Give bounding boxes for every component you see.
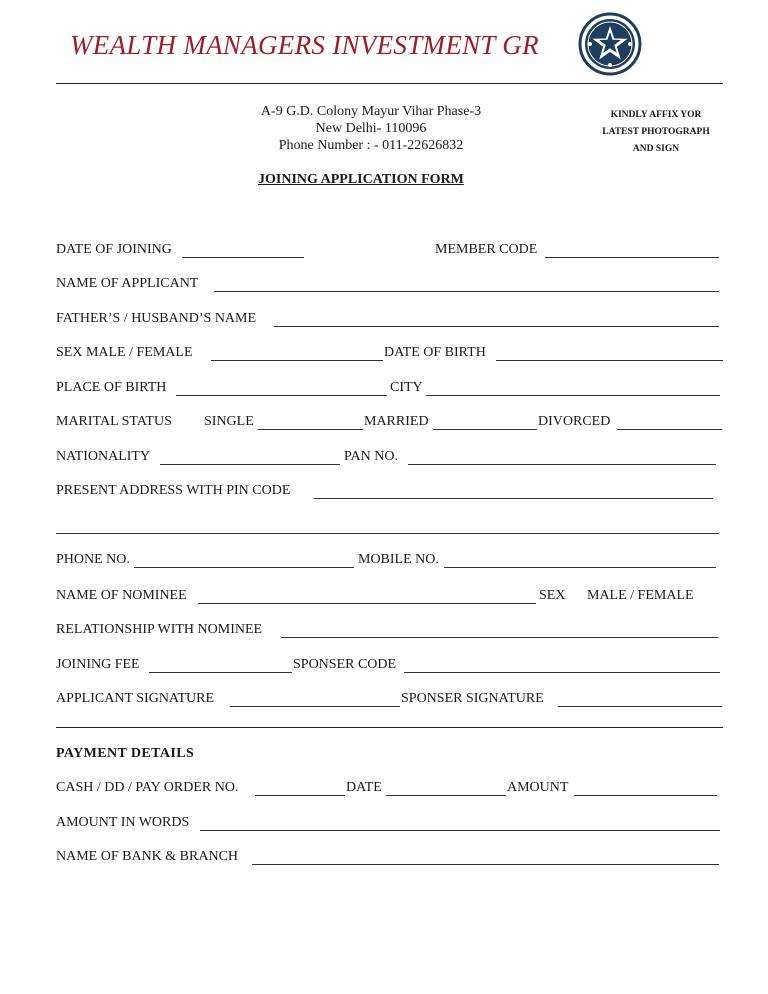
nominee-sex-label: SEX	[539, 588, 566, 603]
address-label: PRESENT ADDRESS WITH PIN CODE	[56, 483, 291, 498]
row-bank	[56, 849, 723, 869]
sex-field[interactable]	[211, 360, 383, 361]
address-line-2: New Delhi- 110096	[315, 121, 427, 136]
nationality-field[interactable]	[160, 464, 340, 465]
row-relationship	[56, 622, 723, 642]
photo-note-line-3: AND SIGN	[632, 144, 680, 154]
sponser-signature-label: SPONSER SIGNATURE	[401, 691, 544, 706]
single-field[interactable]	[258, 429, 363, 430]
row-father-husband	[56, 311, 723, 331]
nationality-label: NATIONALITY	[56, 449, 151, 464]
row-address	[56, 483, 723, 503]
divorced-field[interactable]	[617, 429, 722, 430]
mobile-field[interactable]	[444, 567, 716, 568]
header-divider	[56, 83, 723, 84]
relationship-label: RELATIONSHIP WITH NOMINEE	[56, 622, 263, 637]
form-title: JOINING APPLICATION FORM	[258, 172, 464, 187]
amount-label: AMOUNT	[507, 780, 569, 795]
nominee-name-label: NAME OF NOMINEE	[56, 588, 187, 603]
company-name	[70, 30, 636, 61]
row-nominee	[56, 588, 723, 608]
date-of-joining-field[interactable]	[182, 257, 304, 258]
photo-note-line-2: LATEST PHOTOGRAPH	[602, 127, 710, 137]
marital-status-label: MARITAL STATUS	[56, 414, 172, 429]
amount-field[interactable]	[574, 795, 717, 796]
cash-dd-field[interactable]	[255, 795, 345, 796]
row-date-member	[56, 242, 723, 262]
city-field[interactable]	[426, 395, 720, 396]
place-of-birth-field[interactable]	[176, 395, 387, 396]
row-applicant-name	[56, 276, 723, 296]
applicant-name-label: NAME OF APPLICANT	[56, 276, 199, 291]
relationship-field[interactable]	[281, 637, 718, 638]
single-label: SINGLE	[204, 414, 254, 429]
address-field-line-2[interactable]	[56, 533, 719, 534]
joining-fee-field[interactable]	[149, 672, 292, 673]
mobile-label: MOBILE NO.	[358, 552, 439, 567]
cash-dd-label: CASH / DD / PAY ORDER NO.	[56, 780, 239, 795]
phone-field[interactable]	[134, 567, 354, 568]
married-field[interactable]	[433, 429, 537, 430]
dob-label: DATE OF BIRTH	[384, 345, 486, 360]
divorced-label: DIVORCED	[538, 414, 611, 429]
city-label: CITY	[390, 380, 423, 395]
payment-date-field[interactable]	[386, 795, 506, 796]
row-address-continued	[56, 518, 723, 538]
company-name-main: WEALTH MANAGERS INVESTMENT GR	[70, 30, 539, 60]
phone-label: PHONE NO.	[56, 552, 130, 567]
father-husband-field[interactable]	[274, 326, 719, 327]
payment-date-label: DATE	[346, 780, 382, 795]
row-nationality-pan	[56, 449, 723, 469]
date-of-joining-label: DATE OF JOINING	[56, 242, 172, 257]
row-phone-mobile	[56, 552, 723, 572]
member-code-field[interactable]	[545, 257, 719, 258]
dob-field[interactable]	[496, 360, 723, 361]
row-marital-status	[56, 414, 723, 434]
applicant-signature-field[interactable]	[230, 706, 400, 707]
payment-details-heading: PAYMENT DETAILS	[56, 746, 195, 761]
joining-fee-label: JOINING FEE	[56, 657, 140, 672]
address-field[interactable]	[314, 498, 713, 499]
photo-instruction	[592, 107, 720, 158]
amount-words-label: AMOUNT IN WORDS	[56, 815, 190, 830]
sponser-signature-field[interactable]	[558, 706, 722, 707]
row-signatures	[56, 691, 723, 711]
company-address	[240, 103, 502, 154]
row-payment	[56, 780, 723, 800]
row-amount-words	[56, 815, 723, 835]
sex-label: SEX MALE / FEMALE	[56, 345, 193, 360]
address-phone: Phone Number : - 011-22626832	[278, 138, 464, 153]
amount-words-field[interactable]	[200, 830, 720, 831]
place-of-birth-label: PLACE OF BIRTH	[56, 380, 167, 395]
pan-label: PAN NO.	[344, 449, 398, 464]
row-sex-dob	[56, 345, 723, 365]
row-place-city	[56, 380, 723, 400]
nominee-sex-options[interactable]: MALE / FEMALE	[587, 588, 694, 603]
member-code-label: MEMBER CODE	[435, 242, 538, 257]
father-husband-label: FATHER’S / HUSBAND’S NAME	[56, 311, 257, 326]
address-line-1: A-9 G.D. Colony Mayur Vihar Phase-3	[260, 104, 482, 119]
nominee-name-field[interactable]	[198, 603, 536, 604]
star-emblem-icon	[578, 12, 642, 76]
bank-branch-label: NAME OF BANK & BRANCH	[56, 849, 239, 864]
row-fee-sponser	[56, 657, 723, 677]
applicant-signature-label: APPLICANT SIGNATURE	[56, 691, 215, 706]
bank-branch-field[interactable]	[252, 864, 719, 865]
married-label: MARRIED	[364, 414, 429, 429]
section-divider	[56, 727, 723, 728]
sponser-code-field[interactable]	[404, 672, 720, 673]
pan-field[interactable]	[408, 464, 716, 465]
applicant-name-field[interactable]	[214, 291, 719, 292]
photo-note-line-1: KINDLY AFFIX YOR	[610, 110, 702, 120]
sponser-code-label: SPONSER CODE	[293, 657, 397, 672]
